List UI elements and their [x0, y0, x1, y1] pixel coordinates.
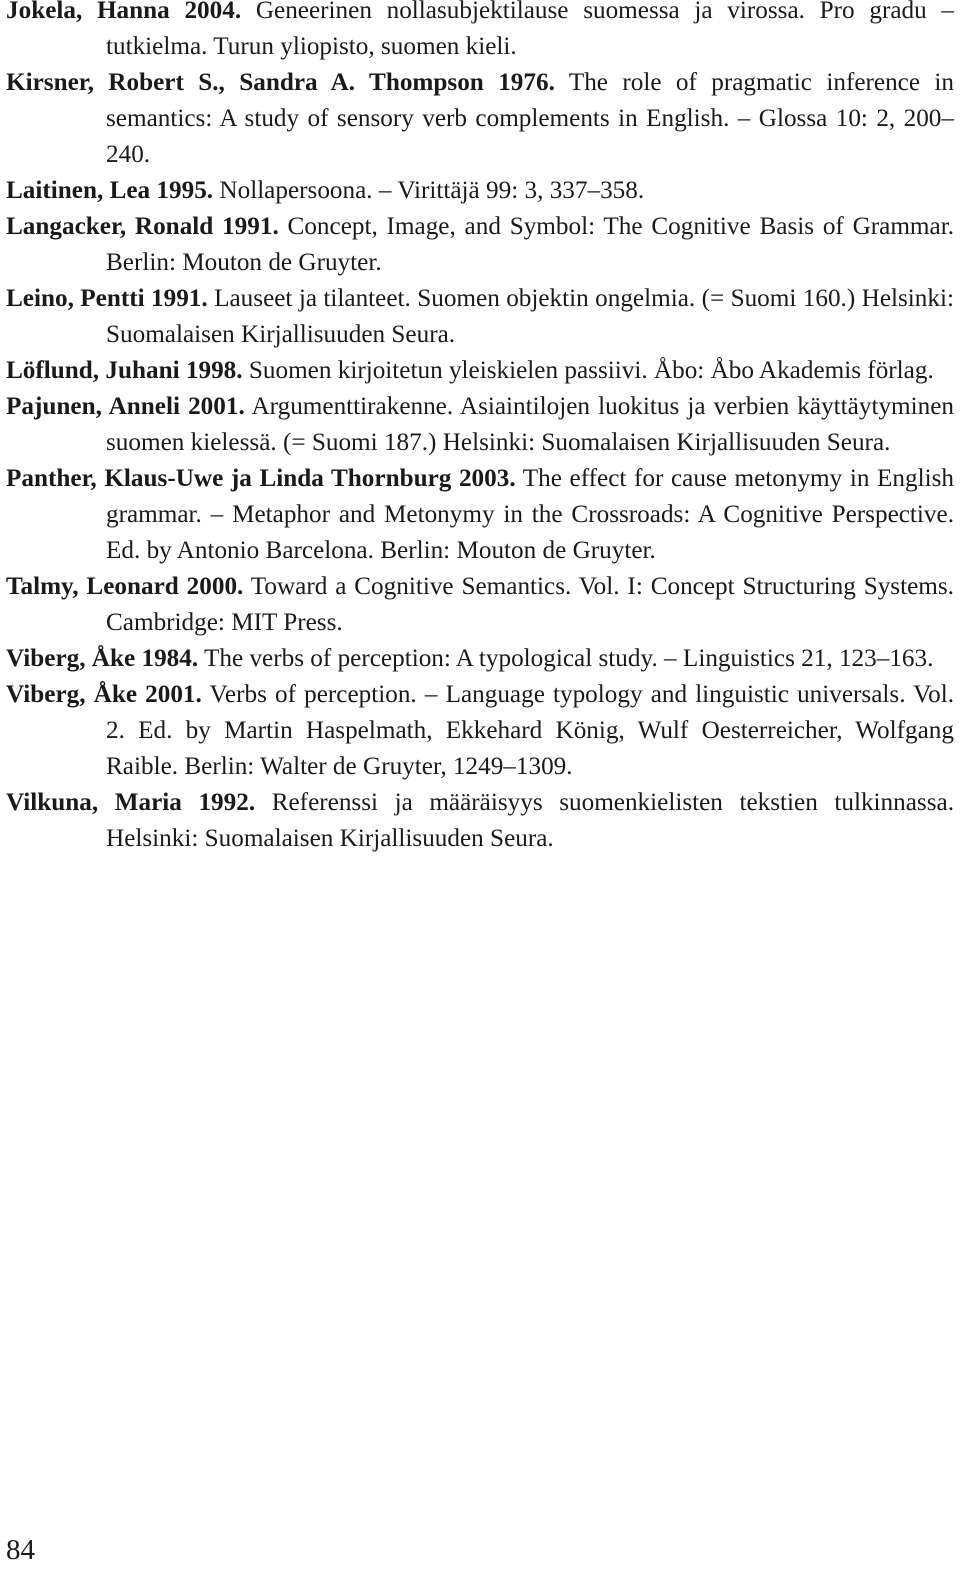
page-number: 84	[6, 1534, 35, 1566]
reference-text: The effect for cause metonymy in English grammar. – Metaphor and Metonymy in the Crossroads: A Cognitive Perspective. Ed. by Antonio Barcelona. Berlin: Mouton de Gruyter.	[106, 465, 954, 564]
reference-entry	[6, 677, 954, 785]
reference-list	[6, 0, 954, 857]
reference-text: Geneerinen nollasubjektilause suomessa ja virossa. Pro gradu – tutkielma. Turun yliopisto, suomen kieli.	[106, 0, 954, 60]
reference-entry	[6, 785, 954, 857]
reference-entry	[6, 389, 954, 461]
reference-author: Langacker, Ronald 1991.	[6, 213, 279, 240]
reference-author: Talmy, Leonard 2000.	[6, 573, 244, 600]
reference-author: Jokela, Hanna 2004.	[6, 0, 242, 24]
reference-entry	[6, 173, 954, 209]
reference-entry	[6, 641, 954, 677]
reference-text: The verbs of perception: A typological study. – Linguistics 21, 123–163.	[204, 645, 934, 672]
reference-text: Toward a Cognitive Semantics. Vol. I: Concept Structuring Systems. Cambridge: MIT Press.	[106, 573, 954, 636]
reference-entry	[6, 65, 954, 173]
reference-author: Leino, Pentti 1991.	[6, 285, 208, 312]
reference-entry	[6, 281, 954, 353]
reference-entry	[6, 0, 954, 65]
reference-text: Referenssi ja määräisyys suomenkielisten tekstien tulkinnassa. Helsinki: Suomalaisen Kirjallisuuden Seura.	[106, 789, 955, 852]
reference-author: Viberg, Åke 1984.	[6, 645, 199, 672]
reference-text: Verbs of perception. – Language typology and linguistic universals. Vol. 2. Ed. by Martin Haspelmath, Ekkehard König, Wulf Oesterreicher, Wolfgang Raible. Berlin: Walter de Gruyter, 1249–1309.	[106, 681, 955, 780]
reference-text: Suomen kirjoitetun yleiskielen passiivi. Åbo: Åbo Akademis förlag.	[248, 357, 934, 384]
reference-author: Vilkuna, Maria 1992.	[6, 789, 256, 816]
reference-entry	[6, 569, 954, 641]
reference-author: Panther, Klaus-Uwe ja Linda Thornburg 2003.	[6, 465, 516, 492]
reference-author: Löflund, Juhani 1998.	[6, 357, 243, 384]
reference-entry	[6, 353, 954, 389]
reference-author: Pajunen, Anneli 2001.	[6, 393, 245, 420]
reference-text: Lauseet ja tilanteet. Suomen objektin ongelmia. (= Suomi 160.) Helsinki: Suomalaisen Kirjallisuuden Seura.	[106, 285, 954, 348]
reference-entry	[6, 461, 954, 569]
reference-text: Nollapersoona. – Virittäjä 99: 3, 337–358.	[219, 177, 645, 204]
reference-entry	[6, 209, 954, 281]
reference-text: The role of pragmatic inference in semantics: A study of sensory verb complements in English. – Glossa 10: 2, 200–240.	[106, 69, 955, 168]
reference-author: Kirsner, Robert S., Sandra A. Thompson 1976.	[6, 69, 555, 96]
reference-author: Laitinen, Lea 1995.	[6, 177, 214, 204]
reference-text: Concept, Image, and Symbol: The Cognitive Basis of Grammar. Berlin: Mouton de Gruyter.	[106, 213, 954, 276]
reference-author: Viberg, Åke 2001.	[6, 681, 202, 708]
reference-text: Argumenttirakenne. Asiaintilojen luokitus ja verbien käyttäytyminen suomen kielessä. (= Suomi 187.) Helsinki: Suomalaisen Kirjallisuuden Seura.	[106, 393, 954, 456]
